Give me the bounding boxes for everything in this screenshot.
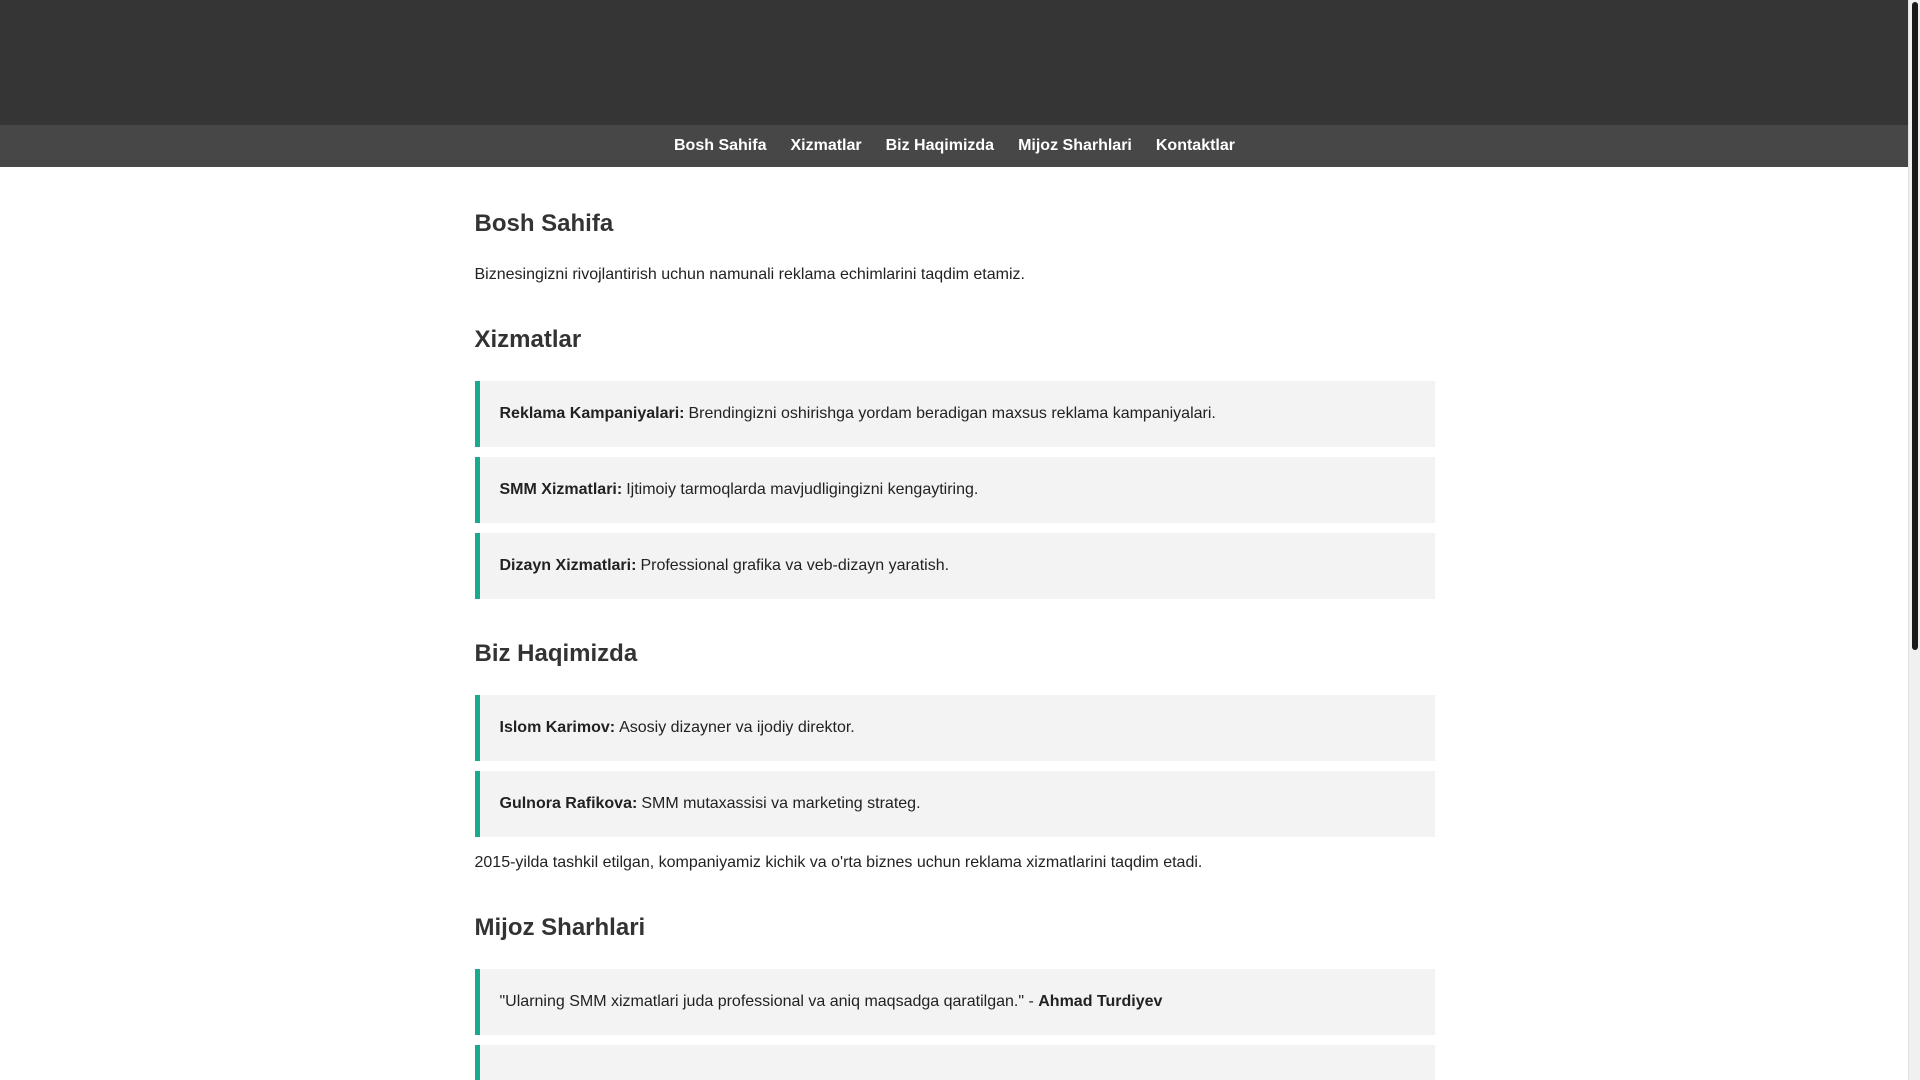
reviews-title: Mijoz Sharhlari — [474, 914, 646, 941]
team-member-card — [475, 771, 1435, 837]
service-card — [475, 381, 1435, 447]
nav-link-xizmatlar[interactable]: Xizmatlar — [790, 137, 862, 154]
vertical-scrollbar[interactable] — [1908, 0, 1920, 1080]
service-card — [475, 533, 1435, 599]
site-header — [0, 0, 1909, 125]
team-member-card — [475, 695, 1435, 761]
service-desc: Professional grafika va veb-dizayn yaratish. — [640, 557, 950, 574]
service-name: Dizayn Xizmatlari: — [499, 557, 637, 574]
nav-link-bosh-sahifa[interactable]: Bosh Sahifa — [674, 137, 767, 154]
home-section — [475, 209, 1435, 285]
review-card — [475, 1045, 1435, 1080]
team-member-name: Islom Karimov: — [499, 719, 616, 736]
nav-link-biz-haqimizda[interactable]: Biz Haqimizda — [885, 137, 995, 154]
about-section — [475, 639, 1435, 873]
nav-link-mijoz-sharhlari[interactable]: Mijoz Sharhlari — [1018, 137, 1132, 154]
review-author: Ahmad Turdiyev — [1038, 993, 1163, 1010]
review-quote: "Ularning SMM xizmatlari juda professional va aniq maqsadga qaratilgan." - — [499, 993, 1039, 1010]
services-title: Xizmatlar — [474, 326, 582, 353]
home-title: Bosh Sahifa — [474, 210, 614, 237]
main-content — [475, 167, 1435, 1080]
about-title: Biz Haqimizda — [474, 640, 638, 667]
service-desc: Ijtimoiy tarmoqlarda mavjudligingizni kengaytiring. — [626, 481, 979, 498]
team-member-role: SMM mutaxassisi va marketing strateg. — [641, 795, 921, 812]
review-card — [475, 969, 1435, 1035]
scrollbar-thumb[interactable] — [1912, 2, 1918, 650]
service-card — [475, 457, 1435, 523]
service-desc: Brendingizni oshirishga yordam beradigan maxsus reklama kampaniyalari. — [688, 405, 1216, 422]
about-text: 2015-yilda tashkil etilgan, kompaniyamiz kichik va o'rta biznes uchun reklama xizmatlarini taqdim etadi. — [474, 854, 1203, 871]
reviews-section — [475, 913, 1435, 1080]
main-nav — [0, 125, 1909, 167]
services-section — [475, 325, 1435, 599]
team-member-role: Asosiy dizayner va ijodiy direktor. — [619, 719, 855, 736]
team-member-name: Gulnora Rafikova: — [499, 795, 638, 812]
service-name: SMM Xizmatlari: — [499, 481, 623, 498]
home-text: Biznesingizni rivojlantirish uchun namunali reklama echimlarini taqdim etamiz. — [474, 266, 1025, 283]
nav-link-kontaktlar[interactable]: Kontaktlar — [1155, 137, 1235, 154]
service-name: Reklama Kampaniyalari: — [499, 405, 685, 422]
